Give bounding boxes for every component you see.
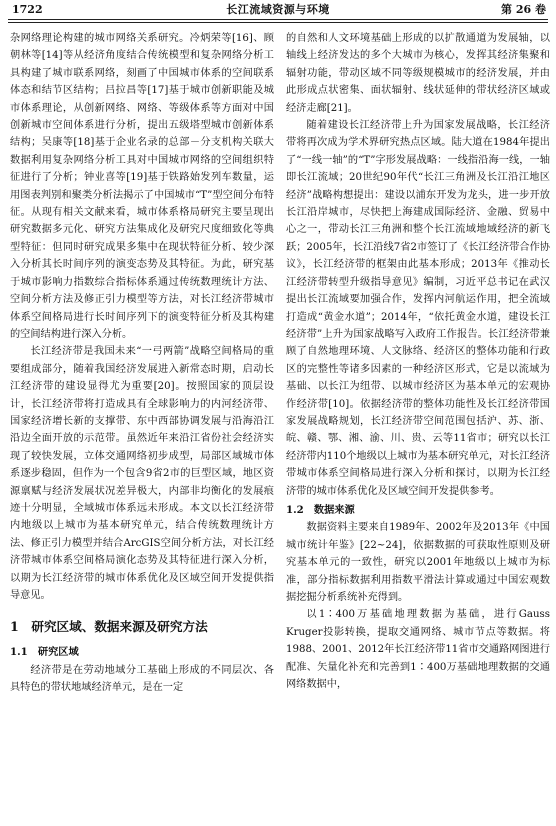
left-column	[10, 30, 274, 697]
left-paragraph-1: 杂网络理论构建的城市网络关系研究。冷炳荣等[16]、顾朝林等[14]等从经济角度结合传统模型和复杂网络分析工具构建了城市联系网络，刻画了中国城市体系的空间联系体态和结节区结构；吕拉昌等[17]基于城市创新职能及城市体系理论，从创新网络、网络、等级体系等方面对中国创新城市空间体系进行分析，提出五级塔型城市创新体系结构；吴康等[18]基于企业名录的总部－分支机构关联大数据利用复杂网络分析工具对中国城市网络的空间组织特征进行了分析；钟业喜等[19]基于铁路始发列车数量，运用图表判别和聚类分析法揭示了中国城市“T”型空间分布特征。从现有相关文献来看，城市体系格局研究主要呈现出研究数据多元化、研究方法集成化及研究尺度细致化等典型特征：但同时研究成果多集中在现状特征分析、较少深入分析其长时间序列的演变态势及其特征。为此，研究基于城市影响力指数综合指标体系通过传统数理统计方法、空间分析方法及修正引力模型等方法，对长江经济带城市体系空间格局进行长时间序列下的演变特征分析及其构建的空间结构进行深入分析。	[10, 33, 274, 340]
right-paragraph-2: 随着建设长江经济带上升为国家发展战略，长江经济带将再次成为学术界研究热点区域。陆大道在1984年提出了“一线一轴”的“T”字形发展战略：一线指沿海一线，一轴即长江流域；20世纪90年代“长江三角洲及长江沿江地区经济”战略构想提出：建设以浦东开发为龙头，进一步开放长江沿岸城市，尽快把上海建成国际经济、金融、贸易中心之一，带动长江三角洲和整个长江流域地域经济的新飞跃；2005年，长江沿线7省2市签订了《长江经济带合作协议》，长江经济带的框架由此基本形成；2013年《推动长江经济带转型升级指导意见》编制，习近平总书记在武汉提出长江流域要加强合作，发挥内河航运作用，把全流域打造成“黄金水道”；2014年，“依托黄金水道，建设长江经济带”上升为国家战略写入政府工作报告。长江经济带兼顾了自然地理环境、人文脉络、经济区的整体功能和行政区的完整性等诸多因素的一种经济区形式，它是以流域为基础、以长江为纽带、以城市经济区为基本单元的宏观协作经济带[10]。依据经济带的整体功能性及长江经济带国家发展战略规划，长江经济带空间范围包括沪、苏、浙、皖、赣、鄂、湘、渝、川、贵、云等11省市；研究以长江经济带内110个地级以上城市为基本研究单元，对长江经济带城市体系空间格局进行深入分析和探讨，以期为长江经济带的城市体系优化及区域空间开发提供参考。	[286, 120, 550, 497]
left-paragraph-3: 经济带是在劳动地域分工基础上形成的不同层次、各具特色的带状地域经济单元，是在一定	[10, 664, 274, 694]
left-paragraph-2: 长江经济带是我国未来“一弓两箭”战略空间格局的重要组成部分，随着我国经济发展进入新常态时期，启动长江经济带的建设显得尤为重要[20]。按照国家的顶层设计，长江经济带将打造成具有全球影响力的内河经济带、国家经济增长新的支撑带、东中西部协调发展与沿海沿江沿边全面开放的示范带。虽然近年来沿江省份社会经济实现了较快发展，立体交通网络初步成型，局部区域城市体系逐步稳固，但作为一个包含9省2市的巨型区域，地区资源禀赋与经济发展状况差异极大，内部非均衡化的发展痕迹十分明显，全域城市体系远未形成。本文以长江经济带内地级以上城市为基本研究单元，结合传统数理统计方法、修正引力模型并结合ArcGIS空间分析方法，对长江经济带城市体系空间格局演化态势及其特征进行深入分析，以期为长江经济带的城市体系优化及区域空间开发提供指导意见。	[10, 346, 274, 601]
volume-label: 第 26 卷	[501, 3, 546, 16]
subsection-heading-1-2: 1.2 数据来源	[286, 503, 355, 516]
subsection-heading-1-1: 1.1 研究区域	[10, 646, 79, 659]
page-number: 1722	[12, 3, 43, 16]
running-header	[0, 0, 556, 20]
right-column	[286, 30, 550, 693]
header-rule-top	[8, 19, 548, 20]
right-paragraph-1: 的自然和人文环境基础上形成的以扩散通道为发展轴，以轴线上经济发达的多个大城市为核心，发挥其经济集聚和辐射功能，带动区域不同等级规模城市的经济发展，并由此形成点状密集、面状辐射、线状延伸的带状经济区域或经济走廊[21]。	[286, 33, 550, 114]
journal-title: 长江流域资源与环境	[226, 3, 330, 16]
section-heading-1: 1 研究区域、数据来源及研究方法	[10, 619, 208, 635]
header-rule-bottom	[8, 22, 548, 23]
right-paragraph-4: 以1∶400万基础地理数据为基础，进行Gauss Kruger投影转换，提取交通网络、城市节点等数据。将1988、2001、2012年长江经济带11省市交通路网图进行配准、矢量化补充和完善到1∶400万基础地理数据的交通网络数据中，	[286, 609, 550, 691]
right-paragraph-3: 数据资料主要来自1989年、2002年及2013年《中国城市统计年鉴》[22~24]，依据数据的可获取性原则及研究基本单元的一致性，研究以2001年地级以上城市为标准，部分指标数据利用指数平滑法计算或通过中国宏观数据挖掘分析系统补充得到。	[286, 522, 550, 603]
